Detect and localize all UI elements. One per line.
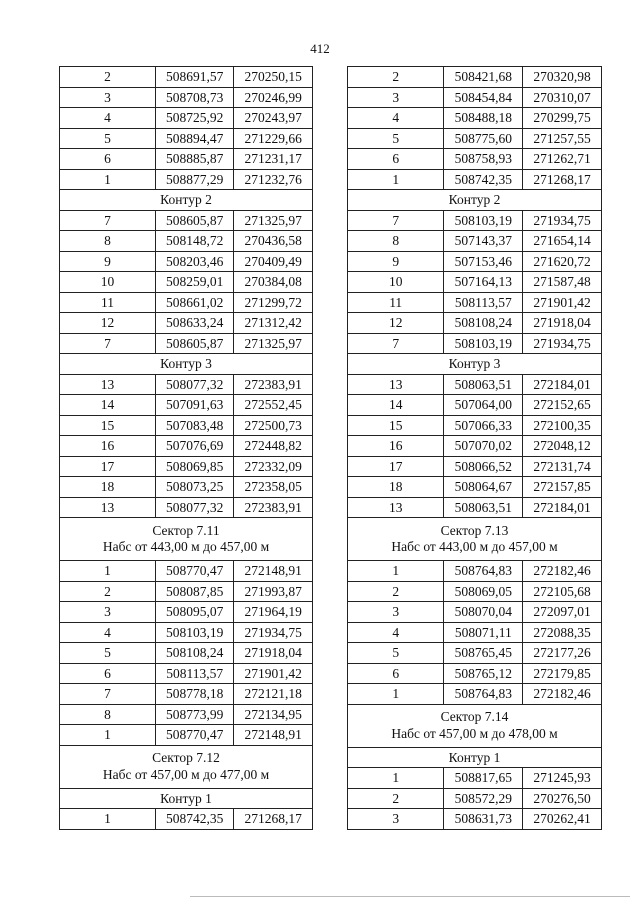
x-coordinate-cell: 508488,18 bbox=[444, 108, 523, 129]
y-coordinate-cell: 272177,26 bbox=[523, 643, 602, 664]
y-coordinate-cell: 271231,17 bbox=[234, 149, 313, 170]
x-coordinate-cell: 507083,48 bbox=[155, 415, 234, 436]
y-coordinate-cell: 272448,82 bbox=[234, 436, 313, 457]
x-coordinate-cell: 508572,29 bbox=[444, 788, 523, 809]
y-coordinate-cell: 272500,73 bbox=[234, 415, 313, 436]
point-number-cell: 13 bbox=[60, 374, 156, 395]
x-coordinate-cell: 508708,73 bbox=[155, 87, 234, 108]
x-coordinate-cell: 508770,47 bbox=[155, 561, 234, 582]
x-coordinate-cell: 508758,93 bbox=[444, 149, 523, 170]
y-coordinate-cell: 272134,95 bbox=[234, 704, 313, 725]
y-coordinate-cell: 270246,99 bbox=[234, 87, 313, 108]
sector-height-range: Набс от 457,00 м до 478,00 м bbox=[391, 725, 558, 741]
coordinate-row bbox=[60, 128, 313, 149]
x-coordinate-cell: 508605,87 bbox=[155, 333, 234, 354]
y-coordinate-cell: 272182,46 bbox=[523, 561, 602, 582]
x-coordinate-cell: 508894,47 bbox=[155, 128, 234, 149]
right-coordinates-column bbox=[347, 66, 602, 830]
y-coordinate-cell: 272097,01 bbox=[523, 602, 602, 623]
point-number-cell: 1 bbox=[60, 725, 156, 746]
point-number-cell: 3 bbox=[348, 809, 444, 830]
left-coordinates-column bbox=[59, 66, 313, 830]
y-coordinate-cell: 272152,65 bbox=[523, 395, 602, 416]
point-number-cell: 17 bbox=[60, 456, 156, 477]
point-number-cell: 10 bbox=[348, 272, 444, 293]
x-coordinate-cell: 508421,68 bbox=[444, 67, 523, 88]
coordinate-row bbox=[348, 128, 602, 149]
point-number-cell: 15 bbox=[348, 415, 444, 436]
point-number-cell: 14 bbox=[348, 395, 444, 416]
y-coordinate-cell: 272383,91 bbox=[234, 374, 313, 395]
point-number-cell: 1 bbox=[348, 768, 444, 789]
sector-title: Сектор 7.11 bbox=[152, 522, 220, 538]
x-coordinate-cell: 508817,65 bbox=[444, 768, 523, 789]
point-number-cell: 2 bbox=[348, 67, 444, 88]
coordinates-table-left bbox=[59, 66, 313, 830]
contour-header: Контур 1 bbox=[348, 747, 602, 768]
y-coordinate-cell: 271918,04 bbox=[234, 643, 313, 664]
coordinate-row bbox=[60, 704, 313, 725]
sector-header-row bbox=[60, 518, 313, 561]
coordinate-row bbox=[348, 622, 602, 643]
y-coordinate-cell: 270243,97 bbox=[234, 108, 313, 129]
contour-header: Контур 2 bbox=[60, 190, 313, 211]
x-coordinate-cell: 507064,00 bbox=[444, 395, 523, 416]
x-coordinate-cell: 507153,46 bbox=[444, 251, 523, 272]
x-coordinate-cell: 508063,51 bbox=[444, 497, 523, 518]
coordinate-row bbox=[60, 210, 313, 231]
coordinate-row bbox=[348, 292, 602, 313]
sector-header bbox=[60, 745, 313, 788]
coordinate-row bbox=[348, 231, 602, 252]
point-number-cell: 5 bbox=[348, 128, 444, 149]
sector-header-row bbox=[348, 704, 602, 747]
x-coordinate-cell: 508063,51 bbox=[444, 374, 523, 395]
y-coordinate-cell: 272048,12 bbox=[523, 436, 602, 457]
x-coordinate-cell: 507091,63 bbox=[155, 395, 234, 416]
sector-title: Сектор 7.13 bbox=[440, 522, 509, 538]
y-coordinate-cell: 272383,91 bbox=[234, 497, 313, 518]
point-number-cell: 3 bbox=[60, 602, 156, 623]
y-coordinate-cell: 272184,01 bbox=[523, 374, 602, 395]
point-number-cell: 18 bbox=[348, 477, 444, 498]
sector-header-row bbox=[348, 518, 602, 561]
y-coordinate-cell: 270262,41 bbox=[523, 809, 602, 830]
point-number-cell: 2 bbox=[348, 581, 444, 602]
point-number-cell: 8 bbox=[60, 231, 156, 252]
point-number-cell: 5 bbox=[60, 128, 156, 149]
point-number-cell: 7 bbox=[348, 210, 444, 231]
contour-header-row bbox=[60, 788, 313, 809]
sector-height-range: Набс от 443,00 м до 457,00 м bbox=[102, 539, 270, 554]
point-number-cell: 2 bbox=[60, 581, 156, 602]
y-coordinate-cell: 271229,66 bbox=[234, 128, 313, 149]
sector-header-row bbox=[60, 745, 313, 788]
contour-header-row bbox=[60, 190, 313, 211]
x-coordinate-cell: 508770,47 bbox=[155, 725, 234, 746]
coordinate-row bbox=[348, 251, 602, 272]
page-number: 412 bbox=[310, 41, 330, 56]
coordinate-row bbox=[348, 643, 602, 664]
y-coordinate-cell: 271245,93 bbox=[523, 768, 602, 789]
contour-header-row bbox=[348, 747, 602, 768]
y-coordinate-cell: 271918,04 bbox=[523, 313, 602, 334]
x-coordinate-cell: 508064,67 bbox=[444, 477, 523, 498]
x-coordinate-cell: 508778,18 bbox=[155, 684, 234, 705]
y-coordinate-cell: 272088,35 bbox=[523, 622, 602, 643]
x-coordinate-cell: 508691,57 bbox=[155, 67, 234, 88]
x-coordinate-cell: 508661,02 bbox=[155, 292, 234, 313]
point-number-cell: 5 bbox=[348, 643, 444, 664]
coordinate-row bbox=[348, 169, 602, 190]
coordinate-row bbox=[348, 663, 602, 684]
point-number-cell: 2 bbox=[348, 788, 444, 809]
point-number-cell: 16 bbox=[348, 436, 444, 457]
y-coordinate-cell: 271257,55 bbox=[523, 128, 602, 149]
coordinate-row bbox=[60, 67, 313, 88]
sector-height-range: Набс от 457,00 м до 477,00 м bbox=[102, 766, 270, 782]
point-number-cell: 9 bbox=[60, 251, 156, 272]
x-coordinate-cell: 508725,92 bbox=[155, 108, 234, 129]
x-coordinate-cell: 507066,33 bbox=[444, 415, 523, 436]
coordinate-row bbox=[348, 108, 602, 129]
sector-height-range: Набс от 443,00 м до 457,00 м bbox=[391, 539, 558, 554]
point-number-cell: 3 bbox=[348, 87, 444, 108]
point-number-cell: 11 bbox=[348, 292, 444, 313]
x-coordinate-cell: 508113,57 bbox=[444, 292, 523, 313]
contour-header: Контур 3 bbox=[60, 354, 313, 375]
y-coordinate-cell: 272182,46 bbox=[523, 684, 602, 705]
y-coordinate-cell: 271901,42 bbox=[523, 292, 602, 313]
point-number-cell: 11 bbox=[60, 292, 156, 313]
y-coordinate-cell: 272157,85 bbox=[523, 477, 602, 498]
coordinate-row bbox=[60, 561, 313, 582]
y-coordinate-cell: 271901,42 bbox=[234, 663, 313, 684]
y-coordinate-cell: 271993,87 bbox=[234, 581, 313, 602]
coordinate-row bbox=[348, 561, 602, 582]
sector-title: Сектор 7.14 bbox=[440, 709, 509, 725]
point-number-cell: 5 bbox=[60, 643, 156, 664]
y-coordinate-cell: 272131,74 bbox=[523, 456, 602, 477]
x-coordinate-cell: 508108,24 bbox=[444, 313, 523, 334]
sector-header bbox=[348, 518, 602, 561]
x-coordinate-cell: 508103,19 bbox=[444, 333, 523, 354]
sector-title: Сектор 7.12 bbox=[152, 750, 220, 766]
y-coordinate-cell: 271268,17 bbox=[234, 809, 313, 830]
x-coordinate-cell: 508077,32 bbox=[155, 374, 234, 395]
coordinate-row bbox=[60, 581, 313, 602]
y-coordinate-cell: 270299,75 bbox=[523, 108, 602, 129]
coordinate-row bbox=[60, 333, 313, 354]
point-number-cell: 1 bbox=[348, 561, 444, 582]
coordinate-row bbox=[348, 272, 602, 293]
coordinate-row bbox=[348, 436, 602, 457]
point-number-cell: 4 bbox=[60, 108, 156, 129]
coordinate-row bbox=[348, 374, 602, 395]
x-coordinate-cell: 508633,24 bbox=[155, 313, 234, 334]
x-coordinate-cell: 508070,04 bbox=[444, 602, 523, 623]
x-coordinate-cell: 508113,57 bbox=[155, 663, 234, 684]
coordinate-row bbox=[60, 272, 313, 293]
x-coordinate-cell: 508066,52 bbox=[444, 456, 523, 477]
point-number-cell: 18 bbox=[60, 477, 156, 498]
x-coordinate-cell: 508885,87 bbox=[155, 149, 234, 170]
point-number-cell: 3 bbox=[348, 602, 444, 623]
y-coordinate-cell: 271325,97 bbox=[234, 210, 313, 231]
x-coordinate-cell: 508108,24 bbox=[155, 643, 234, 664]
x-coordinate-cell: 508605,87 bbox=[155, 210, 234, 231]
point-number-cell: 4 bbox=[348, 108, 444, 129]
x-coordinate-cell: 508773,99 bbox=[155, 704, 234, 725]
coordinate-row bbox=[348, 768, 602, 789]
x-coordinate-cell: 508087,85 bbox=[155, 581, 234, 602]
coordinate-row bbox=[60, 374, 313, 395]
point-number-cell: 4 bbox=[348, 622, 444, 643]
y-coordinate-cell: 271934,75 bbox=[523, 210, 602, 231]
point-number-cell: 12 bbox=[60, 313, 156, 334]
point-number-cell: 4 bbox=[60, 622, 156, 643]
point-number-cell: 13 bbox=[348, 374, 444, 395]
point-number-cell: 7 bbox=[60, 684, 156, 705]
y-coordinate-cell: 272184,01 bbox=[523, 497, 602, 518]
y-coordinate-cell: 272148,91 bbox=[234, 561, 313, 582]
coordinates-table-left-body bbox=[60, 67, 313, 830]
x-coordinate-cell: 508095,07 bbox=[155, 602, 234, 623]
y-coordinate-cell: 272179,85 bbox=[523, 663, 602, 684]
contour-header-row bbox=[348, 354, 602, 375]
coordinate-row bbox=[348, 602, 602, 623]
point-number-cell: 16 bbox=[60, 436, 156, 457]
y-coordinate-cell: 270276,50 bbox=[523, 788, 602, 809]
point-number-cell: 7 bbox=[60, 210, 156, 231]
coordinate-row bbox=[348, 788, 602, 809]
x-coordinate-cell: 508103,19 bbox=[444, 210, 523, 231]
x-coordinate-cell: 507076,69 bbox=[155, 436, 234, 457]
x-coordinate-cell: 508742,35 bbox=[155, 809, 234, 830]
y-coordinate-cell: 271232,76 bbox=[234, 169, 313, 190]
contour-header-row bbox=[60, 354, 313, 375]
point-number-cell: 1 bbox=[348, 169, 444, 190]
x-coordinate-cell: 508742,35 bbox=[444, 169, 523, 190]
coordinate-row bbox=[60, 149, 313, 170]
point-number-cell: 17 bbox=[348, 456, 444, 477]
y-coordinate-cell: 272332,09 bbox=[234, 456, 313, 477]
sector-header bbox=[60, 518, 313, 561]
y-coordinate-cell: 270310,07 bbox=[523, 87, 602, 108]
coordinate-row bbox=[60, 395, 313, 416]
coordinate-row bbox=[348, 809, 602, 830]
coordinate-row bbox=[348, 415, 602, 436]
coordinate-row bbox=[60, 87, 313, 108]
x-coordinate-cell: 507143,37 bbox=[444, 231, 523, 252]
point-number-cell: 13 bbox=[348, 497, 444, 518]
point-number-cell: 1 bbox=[348, 684, 444, 705]
y-coordinate-cell: 270250,15 bbox=[234, 67, 313, 88]
coordinate-row bbox=[348, 333, 602, 354]
y-coordinate-cell: 271964,19 bbox=[234, 602, 313, 623]
point-number-cell: 1 bbox=[60, 561, 156, 582]
y-coordinate-cell: 272148,91 bbox=[234, 725, 313, 746]
point-number-cell: 8 bbox=[348, 231, 444, 252]
coordinate-row bbox=[348, 313, 602, 334]
x-coordinate-cell: 508775,60 bbox=[444, 128, 523, 149]
y-coordinate-cell: 270384,08 bbox=[234, 272, 313, 293]
coordinates-table-right bbox=[347, 66, 602, 830]
coordinate-row bbox=[348, 497, 602, 518]
x-coordinate-cell: 508069,85 bbox=[155, 456, 234, 477]
coordinate-row bbox=[60, 415, 313, 436]
coordinate-row bbox=[60, 251, 313, 272]
x-coordinate-cell: 508073,25 bbox=[155, 477, 234, 498]
coordinate-row bbox=[348, 581, 602, 602]
point-number-cell: 8 bbox=[60, 704, 156, 725]
x-coordinate-cell: 508148,72 bbox=[155, 231, 234, 252]
point-number-cell: 1 bbox=[60, 809, 156, 830]
y-coordinate-cell: 271587,48 bbox=[523, 272, 602, 293]
coordinate-row bbox=[60, 602, 313, 623]
point-number-cell: 7 bbox=[60, 333, 156, 354]
coordinate-row bbox=[60, 622, 313, 643]
coordinate-row bbox=[348, 210, 602, 231]
x-coordinate-cell: 508877,29 bbox=[155, 169, 234, 190]
x-coordinate-cell: 508077,32 bbox=[155, 497, 234, 518]
y-coordinate-cell: 271299,72 bbox=[234, 292, 313, 313]
x-coordinate-cell: 508454,84 bbox=[444, 87, 523, 108]
x-coordinate-cell: 508069,05 bbox=[444, 581, 523, 602]
coordinate-row bbox=[60, 456, 313, 477]
y-coordinate-cell: 271268,17 bbox=[523, 169, 602, 190]
y-coordinate-cell: 272358,05 bbox=[234, 477, 313, 498]
sector-header bbox=[348, 704, 602, 747]
x-coordinate-cell: 508071,11 bbox=[444, 622, 523, 643]
y-coordinate-cell: 271312,42 bbox=[234, 313, 313, 334]
coordinate-row bbox=[60, 497, 313, 518]
y-coordinate-cell: 271325,97 bbox=[234, 333, 313, 354]
point-number-cell: 7 bbox=[348, 333, 444, 354]
coordinate-row bbox=[60, 436, 313, 457]
coordinate-row bbox=[348, 477, 602, 498]
point-number-cell: 15 bbox=[60, 415, 156, 436]
coordinate-row bbox=[60, 663, 313, 684]
point-number-cell: 13 bbox=[60, 497, 156, 518]
coordinate-row bbox=[60, 725, 313, 746]
coordinate-row bbox=[348, 149, 602, 170]
x-coordinate-cell: 508631,73 bbox=[444, 809, 523, 830]
point-number-cell: 6 bbox=[348, 149, 444, 170]
coordinates-table-right-body bbox=[348, 67, 602, 830]
coordinate-row bbox=[60, 108, 313, 129]
contour-header: Контур 3 bbox=[348, 354, 602, 375]
coordinate-row bbox=[348, 684, 602, 705]
y-coordinate-cell: 271934,75 bbox=[523, 333, 602, 354]
point-number-cell: 12 bbox=[348, 313, 444, 334]
coordinate-row bbox=[348, 87, 602, 108]
coordinate-row bbox=[348, 395, 602, 416]
x-coordinate-cell: 508765,45 bbox=[444, 643, 523, 664]
y-coordinate-cell: 271654,14 bbox=[523, 231, 602, 252]
x-coordinate-cell: 507164,13 bbox=[444, 272, 523, 293]
point-number-cell: 6 bbox=[60, 663, 156, 684]
coordinate-row bbox=[60, 313, 313, 334]
coordinate-row bbox=[60, 169, 313, 190]
coordinate-row bbox=[60, 477, 313, 498]
point-number-cell: 9 bbox=[348, 251, 444, 272]
x-coordinate-cell: 508764,83 bbox=[444, 684, 523, 705]
x-coordinate-cell: 508103,19 bbox=[155, 622, 234, 643]
coordinate-row bbox=[60, 643, 313, 664]
point-number-cell: 1 bbox=[60, 169, 156, 190]
x-coordinate-cell: 507070,02 bbox=[444, 436, 523, 457]
x-coordinate-cell: 508203,46 bbox=[155, 251, 234, 272]
y-coordinate-cell: 272121,18 bbox=[234, 684, 313, 705]
coordinate-row bbox=[60, 292, 313, 313]
y-coordinate-cell: 272552,45 bbox=[234, 395, 313, 416]
y-coordinate-cell: 270409,49 bbox=[234, 251, 313, 272]
y-coordinate-cell: 271620,72 bbox=[523, 251, 602, 272]
x-coordinate-cell: 508259,01 bbox=[155, 272, 234, 293]
coordinate-row bbox=[60, 684, 313, 705]
point-number-cell: 10 bbox=[60, 272, 156, 293]
coordinate-row bbox=[60, 231, 313, 252]
y-coordinate-cell: 272100,35 bbox=[523, 415, 602, 436]
y-coordinate-cell: 272105,68 bbox=[523, 581, 602, 602]
y-coordinate-cell: 271934,75 bbox=[234, 622, 313, 643]
contour-header: Контур 1 bbox=[60, 788, 313, 809]
y-coordinate-cell: 271262,71 bbox=[523, 149, 602, 170]
y-coordinate-cell: 270436,58 bbox=[234, 231, 313, 252]
point-number-cell: 6 bbox=[348, 663, 444, 684]
page-bottom-rule bbox=[190, 896, 630, 897]
coordinate-row bbox=[60, 809, 313, 830]
x-coordinate-cell: 508764,83 bbox=[444, 561, 523, 582]
coordinate-row bbox=[348, 67, 602, 88]
point-number-cell: 6 bbox=[60, 149, 156, 170]
coordinate-row bbox=[348, 456, 602, 477]
y-coordinate-cell: 270320,98 bbox=[523, 67, 602, 88]
x-coordinate-cell: 508765,12 bbox=[444, 663, 523, 684]
contour-header: Контур 2 bbox=[348, 190, 602, 211]
point-number-cell: 3 bbox=[60, 87, 156, 108]
contour-header-row bbox=[348, 190, 602, 211]
point-number-cell: 14 bbox=[60, 395, 156, 416]
point-number-cell: 2 bbox=[60, 67, 156, 88]
